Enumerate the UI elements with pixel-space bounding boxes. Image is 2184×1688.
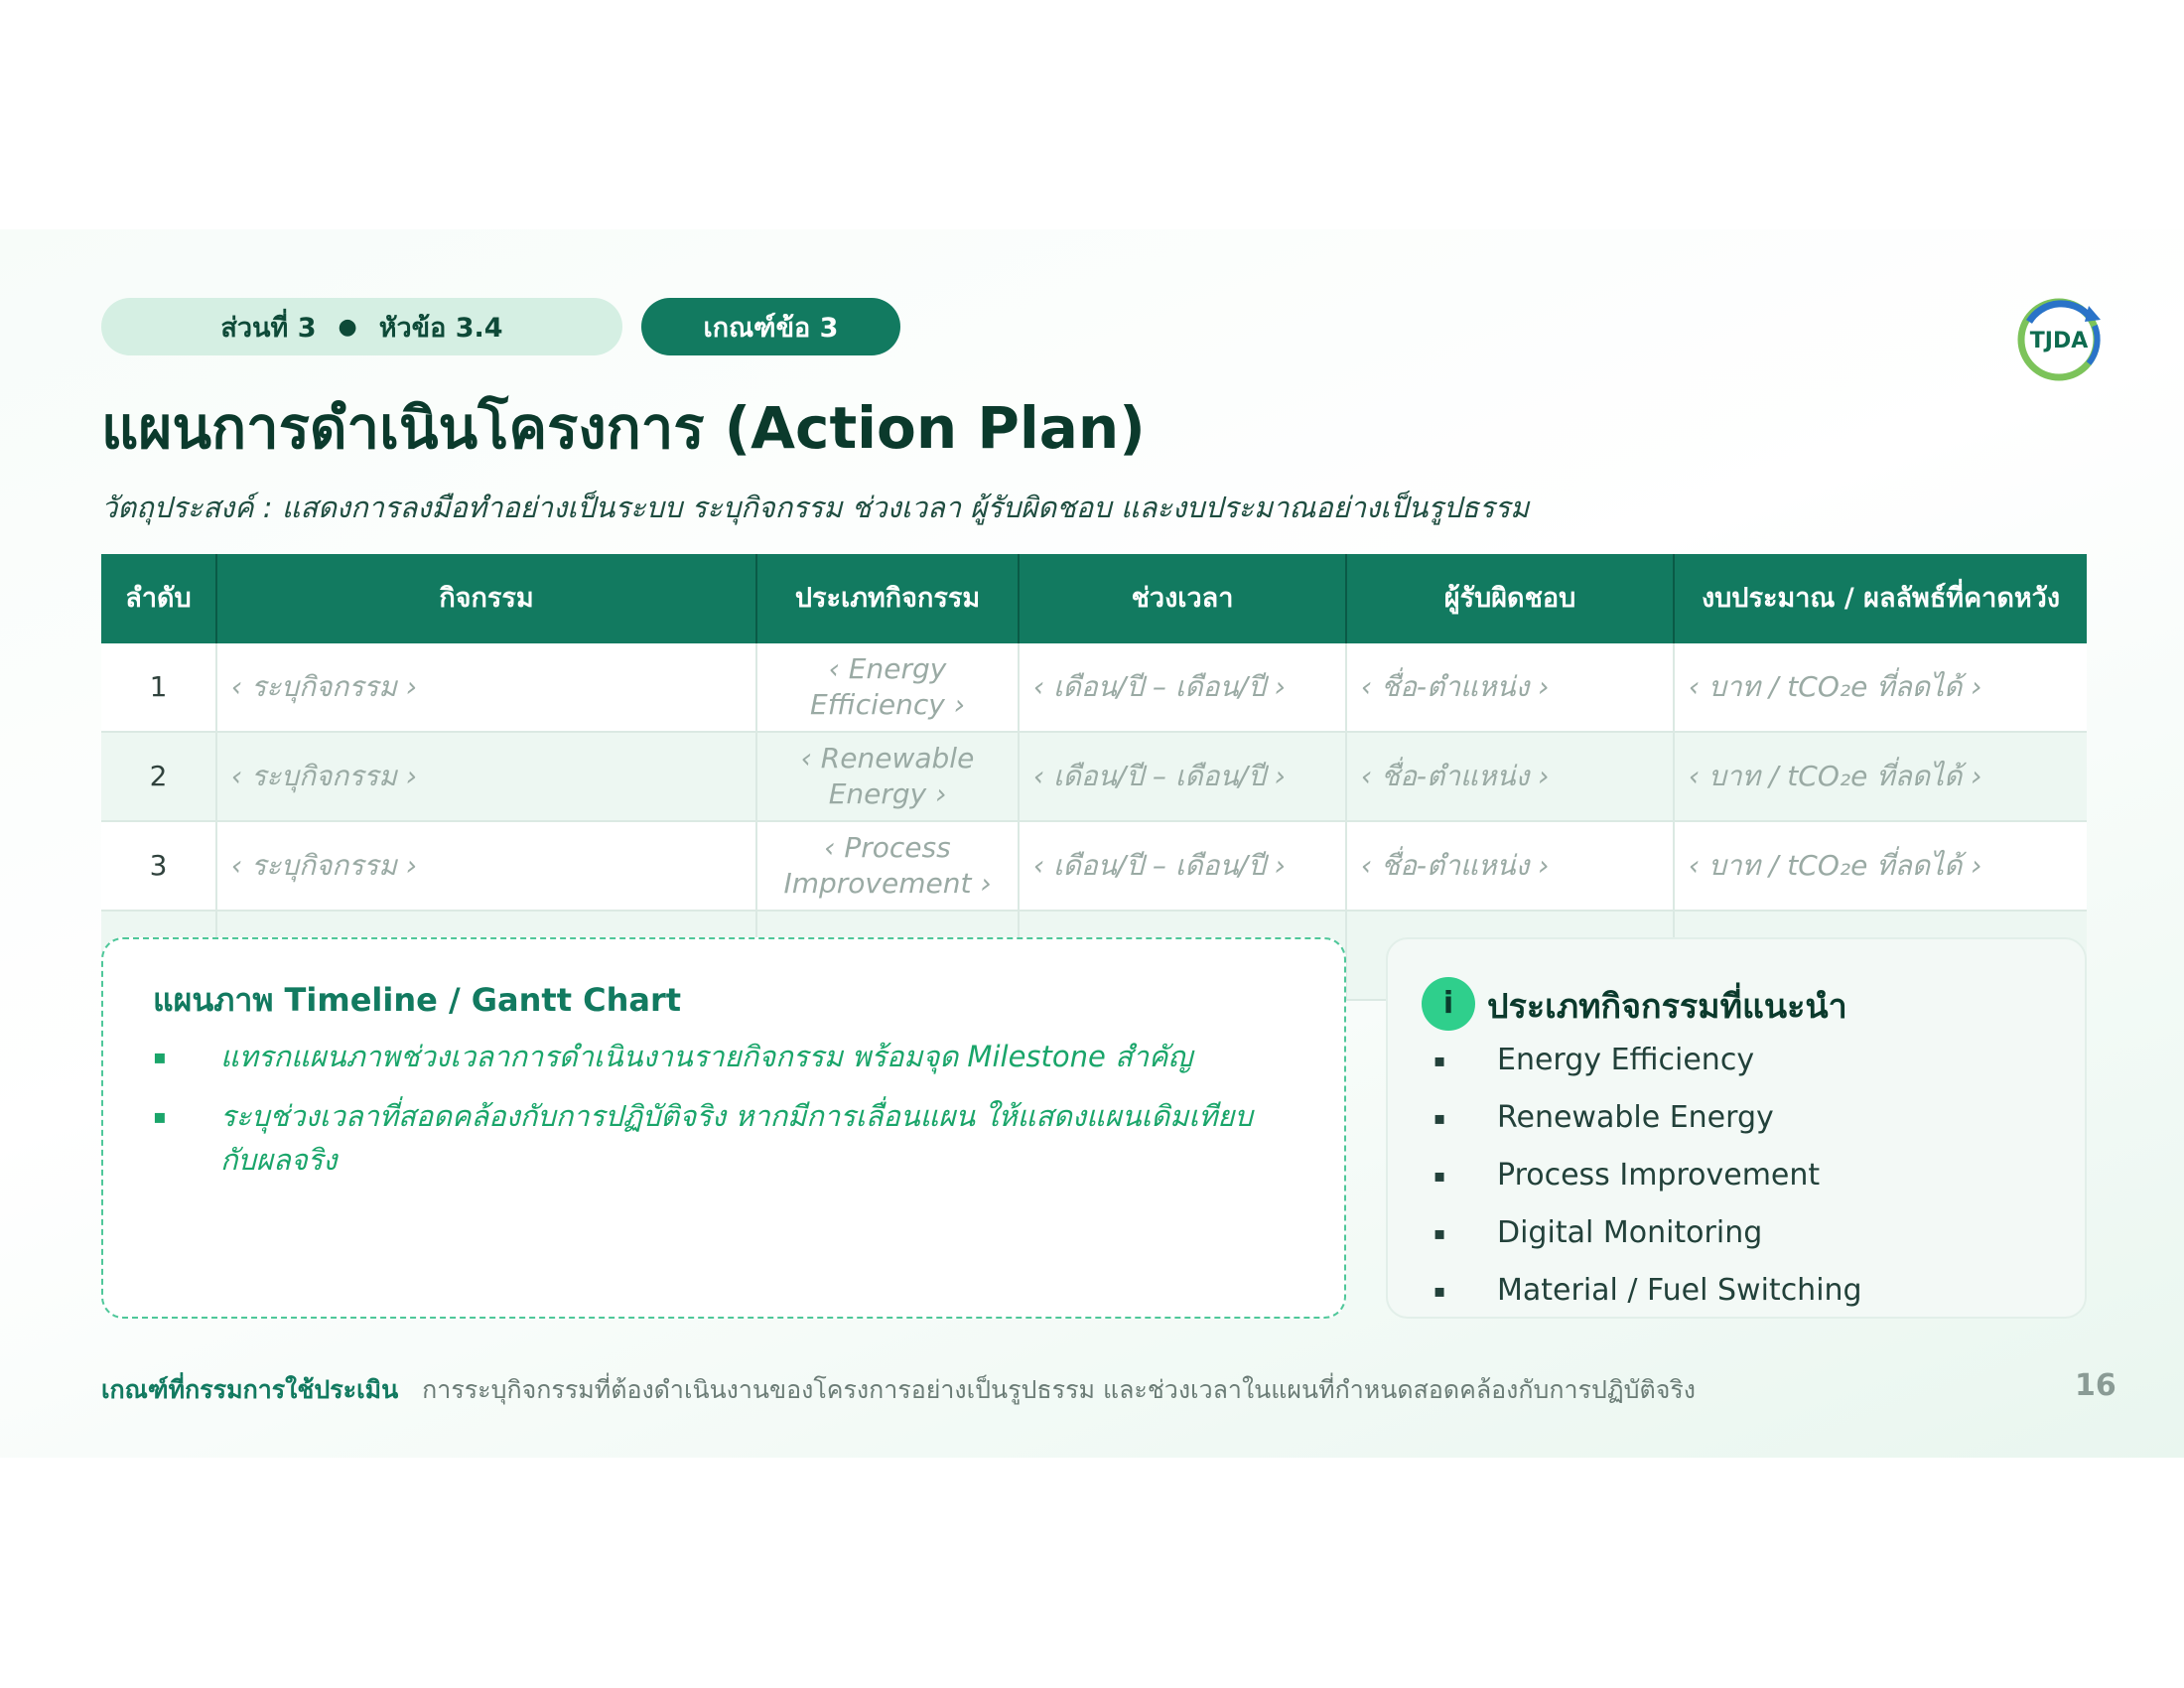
bullet-square-icon: ▪ [153, 1045, 167, 1068]
table-row [101, 643, 2087, 732]
row-period[interactable]: ‹ เดือน/ปี – เดือน/ปี › [1019, 732, 1346, 821]
info-title: ประเภทกิจกรรมที่แนะนำ [1487, 987, 1847, 1027]
row-budget[interactable]: ‹ บาท / tCO₂e ที่ลดได้ › [1674, 643, 2087, 732]
info-icon: i [1422, 977, 1475, 1031]
bullet-square-icon: ▪ [1433, 1051, 1446, 1071]
row-period[interactable]: ‹ เดือน/ปี – เดือน/ปี › [1019, 643, 1346, 732]
row-no: 1 [101, 643, 216, 732]
section-label: ส่วนที่ 3 [220, 312, 317, 344]
header-no: ลำดับ [101, 554, 216, 643]
bullet-square-icon: ▪ [1433, 1281, 1446, 1302]
header-owner: ผู้รับผิดชอบ [1346, 554, 1674, 643]
header-type: ประเภทกิจกรรม [756, 554, 1019, 643]
criteria-label: เกณฑ์ข้อ 3 [703, 312, 839, 344]
row-no: 2 [101, 732, 216, 821]
topic-label: หัวข้อ 3.4 [378, 312, 503, 344]
footer-label: เกณฑ์ที่กรรมการใช้ประเมิน [101, 1375, 399, 1404]
row-activity[interactable]: ‹ ระบุกิจกรรม › [216, 732, 756, 821]
row-owner[interactable]: ‹ ชื่อ-ตำแหน่ง › [1346, 732, 1674, 821]
page-number: 16 [2075, 1368, 2116, 1403]
info-list-item: ▪ Material / Fuel Switching [1433, 1273, 1862, 1308]
tjda-logo [2009, 292, 2113, 387]
recommended-activities-box [1386, 937, 2087, 1319]
table-row [101, 732, 2087, 821]
row-period[interactable]: ‹ เดือน/ปี – เดือน/ปี › [1019, 821, 1346, 911]
timeline-bullet [153, 1094, 1263, 1182]
timeline-title [153, 975, 681, 1026]
row-budget[interactable]: ‹ บาท / tCO₂e ที่ลดได้ › [1674, 821, 2087, 911]
logo-text: TJDA [2029, 329, 2089, 353]
header-activity: กิจกรรม [216, 554, 756, 643]
timeline-title-lead: แผนภาพ [153, 981, 274, 1019]
row-owner[interactable]: ‹ ชื่อ-ตำแหน่ง › [1346, 643, 1674, 732]
page-subtitle: วัตถุประสงค์ : แสดงการลงมือทำอย่างเป็นระบบ ระบุกิจกรรม ช่วงเวลา ผู้รับผิดชอบ และงบประมาณอย่างเป็นรูปธรรม [101, 491, 1530, 524]
header-period: ช่วงเวลา [1019, 554, 1346, 643]
info-list-item: ▪ Process Improvement [1433, 1158, 1821, 1193]
row-activity[interactable]: ‹ ระบุกิจกรรม › [216, 821, 756, 911]
timeline-placeholder-box[interactable] [101, 937, 1346, 1319]
section-badge [101, 298, 622, 355]
row-type[interactable]: ‹ Energy Efficiency › [756, 643, 1019, 732]
row-no: 3 [101, 821, 216, 911]
row-budget[interactable]: ‹ บาท / tCO₂e ที่ลดได้ › [1674, 732, 2087, 821]
bullet-square-icon: ▪ [1433, 1223, 1446, 1244]
row-type[interactable]: ‹ Process Improvement › [756, 821, 1019, 911]
timeline-bullet [153, 1035, 1263, 1078]
footer-text: การระบุกิจกรรมที่ต้องดำเนินงานของโครงการอย่างเป็นรูปธรรม และช่วงเวลาในแผนที่กำหนดสอดคล้องกับการปฏิบัติจริง [422, 1375, 1697, 1404]
separator-dot: ● [338, 314, 357, 340]
action-plan-table [101, 554, 2087, 1001]
criteria-badge [641, 298, 900, 355]
bullet-square-icon: ▪ [1433, 1166, 1446, 1187]
footer [101, 1370, 1696, 1410]
table-header-row [101, 554, 2087, 643]
header-budget: งบประมาณ / ผลลัพธ์ที่คาดหวัง [1674, 554, 2087, 643]
timeline-title-rest: Timeline / Gantt Chart [284, 981, 682, 1019]
info-list-item: ▪ Digital Monitoring [1433, 1215, 1763, 1250]
row-type[interactable]: ‹ Renewable Energy › [756, 732, 1019, 821]
timeline-bullet-text: แทรกแผนภาพช่วงเวลาการดำเนินงานรายกิจกรรม พร้อมจุด Milestone สำคัญ [220, 1040, 1193, 1073]
info-list-item: ▪ Renewable Energy [1433, 1100, 1774, 1135]
table-row [101, 821, 2087, 911]
bullet-square-icon: ▪ [1433, 1108, 1446, 1129]
info-list-item: ▪ Energy Efficiency [1433, 1043, 1755, 1077]
row-owner[interactable]: ‹ ชื่อ-ตำแหน่ง › [1346, 821, 1674, 911]
page-title: แผนการดำเนินโครงการ (Action Plan) [101, 394, 1146, 462]
timeline-bullet-text: ระบุช่วงเวลาที่สอดคล้องกับการปฏิบัติจริง หากมีการเลื่อนแผน ให้แสดงแผนเดิมเทียบกับผลจริง [220, 1099, 1253, 1177]
row-activity[interactable]: ‹ ระบุกิจกรรม › [216, 643, 756, 732]
bullet-square-icon: ▪ [153, 1104, 167, 1128]
